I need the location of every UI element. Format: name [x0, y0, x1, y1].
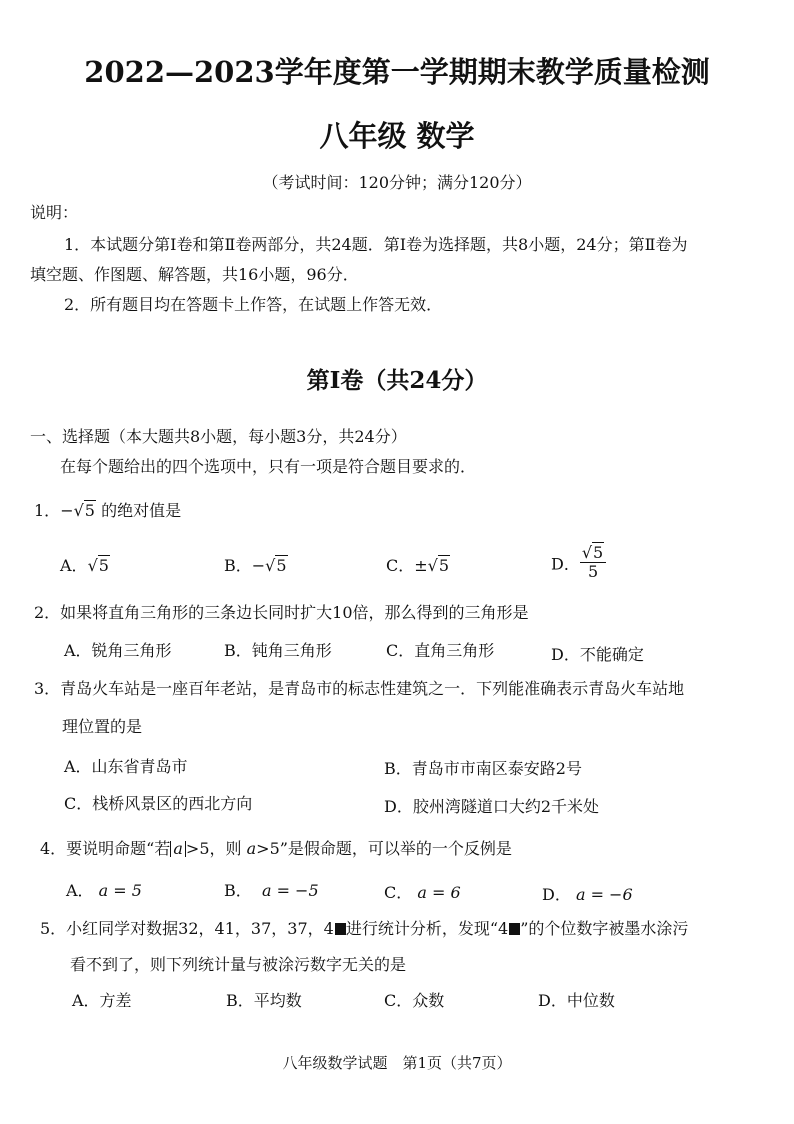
question-1-stem: [34, 498, 181, 521]
q3-option-d: D．胶州湾隧道口大约2千米处: [384, 797, 600, 816]
question-5-stem-line2: 看不到了，则下列统计量与被涂污数字无关的是: [70, 955, 407, 974]
q1-option-d: [551, 544, 606, 582]
numerator: √5: [580, 544, 606, 563]
option-value: a = 6: [417, 883, 461, 902]
notes-item2: 2．所有题目均在答题卡上作答，在试题上作答无效．: [64, 295, 443, 314]
part-instruction: 在每个题给出的四个选项中，只有一项是符合题目要求的．: [60, 457, 477, 476]
q3-option-a: A．山东省青岛市: [64, 757, 188, 776]
notes-item1-line1: 1．本试题分第Ⅰ卷和第Ⅱ卷两部分，共24题．第Ⅰ卷为选择题，共8小题，24分；第Ⅱ卷为: [64, 235, 688, 254]
notes-item1-line2: 填空题、作图题、解答题，共16小题，96分．: [30, 265, 359, 284]
question-3-stem-line1: 3．青岛火车站是一座百年老站，是青岛市的标志性建筑之一．下列能准确表示青岛火车站地: [34, 679, 685, 698]
q5-option-c: C．众数: [384, 991, 445, 1010]
absolute-value: a: [170, 841, 186, 857]
exam-info: （考试时间：120分钟；满分120分）: [262, 173, 532, 192]
radicand: 5: [98, 556, 109, 575]
radicand: 5: [84, 501, 95, 520]
sqrt-expression: √5: [427, 556, 450, 575]
question-text: >5，则: [185, 839, 242, 858]
q4-option-d: [542, 882, 633, 905]
sqrt-expression: √5: [73, 501, 95, 520]
notes-heading: 说明：: [30, 203, 79, 222]
radicand: 5: [593, 543, 604, 562]
question-text: 4．要说明命题“若: [40, 839, 171, 858]
radicand: 5: [276, 556, 287, 575]
q4-option-c: [384, 880, 461, 903]
variable: a: [246, 839, 257, 858]
option-label: A．: [66, 881, 94, 900]
question-3-stem-line2: 理位置的是: [62, 717, 143, 736]
option-label: D．: [551, 554, 580, 574]
ink-blot-icon: [335, 923, 346, 935]
q1-option-a: [60, 553, 110, 576]
minus-sign: −: [60, 501, 74, 520]
q2-option-b: B．钝角三角形: [224, 641, 332, 660]
part-heading: 一、选择题（本大题共8小题，每小题3分，共24分）: [30, 427, 407, 446]
minus-sign: −: [251, 556, 266, 575]
q1-option-c: [386, 553, 450, 576]
option-label: C．: [386, 556, 415, 575]
option-label: A．: [60, 556, 88, 575]
question-text: 的绝对值是: [101, 501, 182, 520]
q5-option-b: B．平均数: [226, 991, 302, 1010]
q2-option-a: A．锐角三角形: [64, 641, 172, 660]
option-label: D．: [542, 885, 571, 904]
question-text: 进行统计分析，发现“4: [345, 919, 509, 938]
option-label: B．: [224, 881, 252, 900]
q4-option-b: [224, 878, 319, 901]
q5-option-d: D．中位数: [538, 991, 615, 1010]
page-footer: 八年级数学试题 第1页（共7页）: [282, 1054, 512, 1072]
option-label: B．: [224, 556, 252, 575]
ink-blot-icon: [509, 923, 520, 935]
option-value: a = −5: [261, 881, 319, 900]
question-number: 1．: [34, 501, 61, 520]
q2-option-d: D．不能确定: [551, 645, 644, 664]
radicand: 5: [438, 556, 450, 575]
fraction: [580, 544, 606, 582]
question-text: 5．小红同学对数据32，41，37，37，4: [40, 919, 334, 938]
exam-title: 2022—2023学年度第一学期期末教学质量检测: [84, 55, 710, 89]
q3-option-b: B．青岛市市南区泰安路2号: [384, 759, 582, 778]
question-4-stem: [40, 836, 512, 859]
question-5-stem-line1: [40, 916, 688, 939]
option-label: C．: [384, 883, 413, 902]
q2-option-c: C．直角三角形: [386, 641, 495, 660]
q1-option-b: [224, 553, 288, 576]
denominator: 5: [587, 562, 599, 582]
option-value: a = 5: [98, 881, 142, 900]
option-value: a = −6: [575, 885, 633, 904]
question-text: ”的个位数字被墨水涂污: [520, 919, 689, 938]
question-2-stem: 2．如果将直角三角形的三条边长同时扩大10倍，那么得到的三角形是: [34, 603, 529, 622]
q5-option-a: A．方差: [72, 991, 132, 1010]
sqrt-expression: √5: [87, 556, 109, 575]
section-title: 第Ⅰ卷（共24分）: [306, 367, 488, 394]
sqrt-expression: √5: [265, 556, 287, 575]
question-text: >5”是假命题，可以举的一个反例是: [256, 839, 512, 858]
q3-option-c: C．栈桥风景区的西北方向: [64, 794, 253, 813]
exam-subtitle: 八年级 数学: [319, 119, 475, 153]
q4-option-a: [66, 878, 142, 901]
plus-minus-sign: ±: [414, 556, 428, 575]
